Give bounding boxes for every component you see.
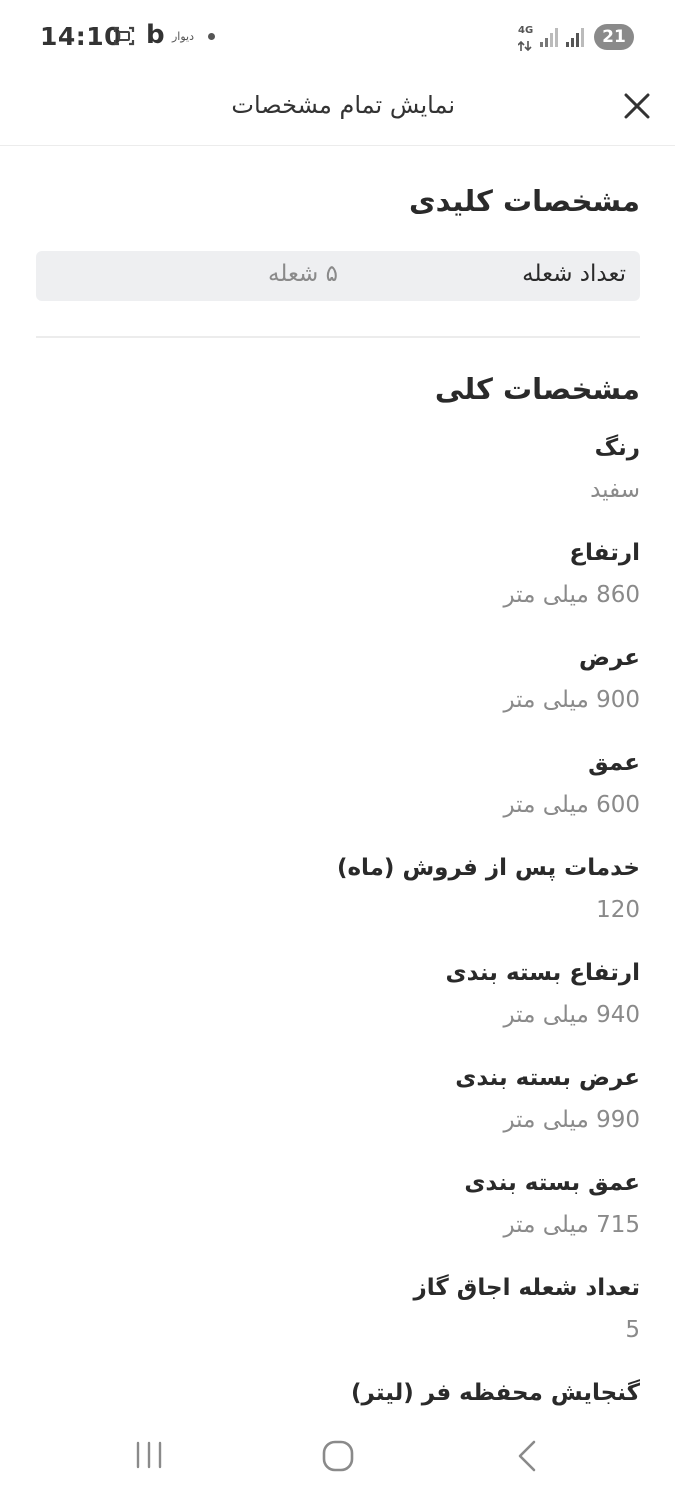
recent-apps-button[interactable] [132, 1438, 166, 1476]
spec-value: 990 میلی متر [503, 1107, 640, 1133]
page-header [0, 74, 675, 146]
page-title: نمایش تمام مشخصات [231, 91, 455, 119]
close-button[interactable] [618, 87, 656, 125]
spec-label: ارتفاع بسته بندی [445, 960, 640, 986]
spec-value: 600 میلی متر [503, 792, 640, 818]
spec-label: عمق [588, 750, 640, 776]
key-spec-label: تعداد شعله [522, 261, 626, 287]
key-spec-value: ۵ شعله [268, 261, 338, 287]
screenshot-icon [112, 24, 136, 52]
notification-dot-icon [208, 33, 215, 40]
recent-apps-icon [132, 1438, 166, 1472]
spec-list [36, 432, 640, 1482]
close-icon [623, 92, 651, 120]
system-nav-bar [0, 1420, 675, 1500]
spec-label: عرض بسته بندی [455, 1065, 640, 1091]
spec-label: ارتفاع [569, 540, 640, 566]
spec-label: عرض [579, 645, 640, 671]
spec-item-width [36, 642, 640, 747]
app-name-label: دیوار [172, 30, 195, 43]
spec-label: عمق بسته بندی [464, 1170, 640, 1196]
data-arrows-icon [518, 37, 532, 56]
spec-item-depth [36, 747, 640, 852]
spec-item-burner-count [36, 1272, 640, 1377]
signal-icon-1 [540, 26, 560, 52]
spec-label: تعداد شعله اجاق گاز [413, 1275, 640, 1301]
spec-label: گنجایش محفظه فر (لیتر) [351, 1380, 640, 1406]
signal-icon-2 [566, 26, 586, 52]
status-bar [0, 0, 675, 74]
back-icon [512, 1438, 544, 1474]
key-specs-title: مشخصات کلیدی [409, 184, 640, 218]
spec-value: 900 میلی متر [503, 687, 640, 713]
battery-indicator: 21 [594, 24, 634, 50]
network-label: 4G [518, 25, 534, 36]
general-specs-title: مشخصات کلی [434, 372, 640, 406]
home-icon [320, 1438, 356, 1474]
spec-value: 860 میلی متر [503, 582, 640, 608]
spec-item-package-height [36, 957, 640, 1062]
spec-label: خدمات پس از فروش (ماه) [336, 855, 640, 881]
spec-label: رنگ [594, 435, 640, 461]
spec-value: سفید [590, 477, 640, 503]
spec-item-package-width [36, 1062, 640, 1167]
spec-item-warranty [36, 852, 640, 957]
spec-value: 5 [625, 1317, 640, 1343]
spec-value: 940 میلی متر [503, 1002, 640, 1028]
home-button[interactable] [320, 1438, 356, 1478]
spec-item-package-depth [36, 1167, 640, 1272]
back-button[interactable] [512, 1438, 544, 1478]
spec-item-color [36, 432, 640, 537]
spec-value: 120 [596, 897, 640, 923]
section-divider [36, 336, 640, 338]
app-badge-icon: b [146, 20, 165, 50]
spec-value: 715 میلی متر [503, 1212, 640, 1238]
spec-item-height [36, 537, 640, 642]
key-spec-row [36, 251, 640, 301]
status-time: 14:10 [40, 22, 123, 51]
